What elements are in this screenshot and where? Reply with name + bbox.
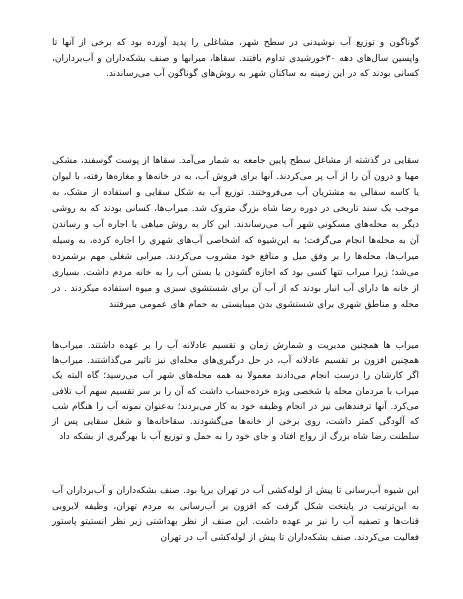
paragraph-mirabs: میراب ها همچنین مدیریت و شمارش زمان و تقسیم عادلانه آب را بر عهده داشتند. میراب‌ها همچنین افزون بر تقسیم عادلانه آب، در حل درگیری‌های محله‌ای نیز تاثیر می‌گذاشتند. میراب‌ها اگر کارشان را درست انجام می‌دادند معمولا به همه محله‌های شهر آب می‌رسید؛ گاه البته یک میراب با مردمان محله یا شخصی ویژه خرده‌حساب داشت که آن را بر سر تقسیم سهم آب تلافی می‌کرد. آنها ترفندهایی نیز در انجام وظیفه خود به کار می‌بردند؛ به‌عنوان نمونه آب را هنگام شب که آلودگی کمتر داشت، روی برخی از خانه‌ها می‌گشودند. سقاخانه‌ها و شغل سقایی پس از سلطنت رضا شاه بزرگ از رواج افتاد و جای خود را به حمل و توزیع آب با بهرگیری از بشکه داد — [52, 341, 419, 443]
paragraph-barrel-carriers: این شیوه آب‌رسانی تا پیش از لوله‌کشی آب در تهران برپا بود. صنف بشکه‌داران و آب‌برداران آب به این‌ترتیب در پایتخت شکل گرفت که افزون بر آب‌رسانی به مردم تهران، وظیفه لایروبی قنات‌ها و تصفیه آب را نیز بر عهده داشت. این صنف از نظر بهداشتی زیر نظر انستیتو پاستور فعالیت می‌کردند. صنف بشکه‌داران تا پیش از لوله‌کشی آب در تهران — [52, 486, 419, 543]
paragraph-intro: گوناگون و توزیع آب نوشیدنی در سطح شهر، مشاغلی را پدید آورده بود که برخی از آنها تا واپسین سال‌های دهه ۳۰خورشیدی تداوم یافتند. سقاها، میرابها و صنف بشکه‌داران و آب‌برداران، کسانی بودند که در این زمینه به ساکنان شهر به روش‌های گوناگون آب می‌رساندند. — [52, 38, 419, 79]
paragraph-water-carriers: سقایی در گذشته از مشاغل سطح پایین جامعه به شمار می‌آمد. سقاها از پوست گوسفند، مشکی مهیا و درون آن را از آب پر می‌کردند. آنها برای فروش آب، به در خانه‌ها و مغازه‌ها رفته، با لیوان یا کاسه سفالی به مشتریان آب می‌فروختند. توزیع آب به شکل سقایی و استفاده از مشک، به موجب یک سند تاریخی در دوره رضا شاه بزرگ متروک شد. میراب‌ها، کسانی بودند که به روشی دیگر به محله‌های مسکونی شهر آب می‌رساندند. این کار به روش میاهی یا اجاره آب و رساندن آن به محله‌ها انجام می‌گرفت؛ به این‌شیوه که اشخاصی آب‌های شهری را اجاره کرده، به وسیله میراب‌ها، محله‌ها را بر وفق میل و منافع خود مشروب می‌کردند. میرابی شغلی مهم برشمرده می‌شد؛ زیرا میراب تنها کسی بود که اجازه گشودن یا بستن آب را به خانه مردم داشت. بسیاری از خانه ها دارای آب انبار بودند که از آب آن برای شستشوی سبزی و میوه استفاده میکردند . در محله و مناطق شهری برای شستشوی بدن میبایستی به حمام های عمومی میرفتند — [52, 156, 419, 310]
